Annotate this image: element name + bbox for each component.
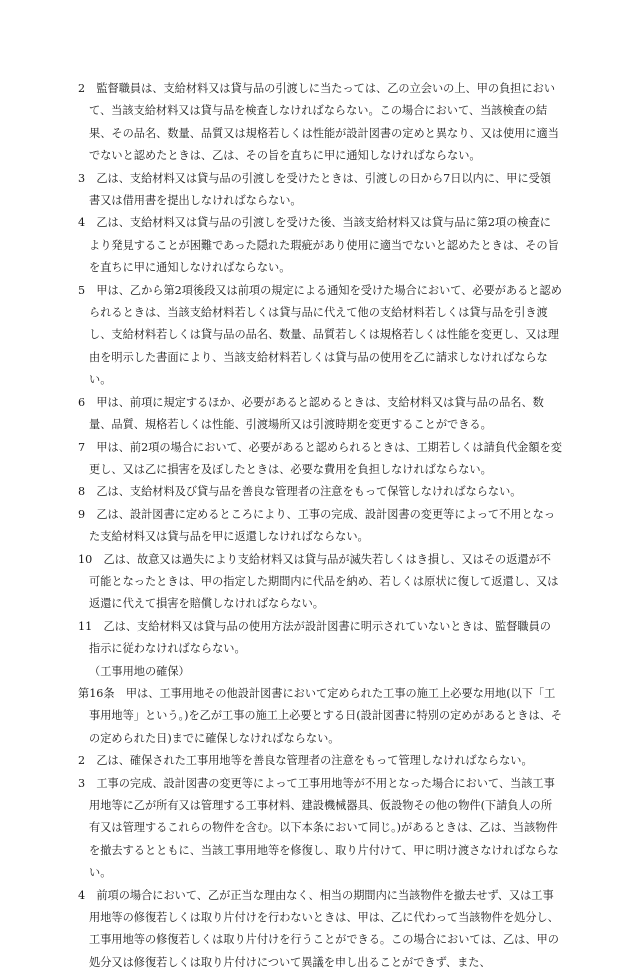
paragraph-number: 9 (78, 507, 86, 521)
paragraph-number: 3 (78, 776, 86, 790)
article-16-paragraph-2 (78, 750, 562, 772)
paragraph-number: 4 (78, 888, 86, 902)
paragraph-text: 工事の完成、設計図書の変更等によって工事用地等が不用となった場合において、当該工事用地等に乙が所有又は管理する工事材料、建設機械器具、仮設物その他の物件(下請負人の所有又は管理するこれらの物件を含む。以下本条において同じ。)があるときは、乙は、当該物件を撤去するとともに、当該工事用地等を修復し、取り片付けて、甲に明け渡さなければならない。 (89, 776, 559, 880)
article-16 (78, 683, 562, 750)
paragraph-2 (78, 78, 562, 168)
paragraph-number: 6 (78, 395, 86, 409)
paragraph-text: 乙は、確保された工事用地等を善良な管理者の注意をもって管理しなければならない。 (96, 754, 533, 768)
paragraph-text: 乙は、設計図書に定めるところにより、工事の完成、設計図書の変更等によって不用となった支給材料又は貸与品を甲に返還しなければならない。 (89, 507, 556, 544)
paragraph-text: 乙は、支給材料又は貸与品の引渡しを受けたときは、引渡しの日から7日以内に、甲に受領書又は借用書を提出しなければならない。 (89, 171, 551, 208)
paragraph-text: 甲は、前2項の場合において、必要があると認められるときは、工期若しくは請負代金額を変更し、又は乙に損害を及ぼしたときは、必要な費用を負担しなければならない。 (89, 440, 562, 476)
paragraph-number: 11 (78, 619, 93, 633)
paragraph-text: 乙は、支給材料又は貸与品の引渡しを受けた後、当該支給材料又は貸与品に第2項の検査により発見することが困難であった隠れた瑕疵があり使用に適当でないと認めたときは、その旨を直ちに甲に通知しなければならない。 (89, 216, 559, 275)
paragraph-8 (78, 481, 562, 503)
paragraph-text: 乙は、支給材料及び貸与品を善良な管理者の注意をもって保管しなければならない。 (96, 485, 522, 499)
section-heading: （工事用地の確保） (89, 664, 190, 678)
paragraph-10 (78, 549, 562, 616)
paragraph-number: 5 (78, 283, 86, 297)
paragraph-text: 甲は、乙から第2項後段又は前項の規定による通知を受けた場合において、必要があると認められるときは、当該支給材料若しくは貸与品に代えて他の支給材料若しくは貸与品を引き渡し、支給材料若しくは貸与品の品名、数量、品質若しくは規格若しくは性能を変更し、又は理由を明示した書面により、当該支給材料若しくは貸与品の使用を乙に請求しなければならない。 (89, 283, 562, 387)
paragraph-text: 監督職員は、支給材料又は貸与品の引渡しに当たっては、乙の立会いの上、甲の負担において、当該支給材料又は貸与品を検査しなければならない。この場合において、当該検査の結果、その品名、数量、品質又は規格若しくは性能が設計図書の定めと異なり、又は使用に適当でないと認めたときは、乙は、その旨を直ちに甲に通知しなければならない。 (89, 82, 559, 163)
article-16-paragraph-3 (78, 773, 562, 885)
paragraph-number: 2 (78, 754, 86, 768)
paragraph-number: 2 (78, 82, 86, 95)
document-page (78, 78, 562, 974)
paragraph-7 (78, 437, 562, 482)
paragraph-4 (78, 212, 562, 279)
paragraph-text: 乙は、支給材料又は貸与品の使用方法が設計図書に明示されていないときは、監督職員の指示に従わなければならない。 (89, 619, 551, 656)
paragraph-text: 乙は、故意又は過失により支給材料又は貸与品が滅失若しくはき損し、又はその返還が不可能となったときは、甲の指定した期間内に代品を納め、若しくは原状に復して返還し、又は返還に代えて損害を賠償しなければならない。 (89, 552, 559, 611)
article-16-paragraph-4 (78, 885, 562, 974)
paragraph-number: 10 (78, 552, 93, 566)
paragraph-9 (78, 504, 562, 549)
paragraph-11 (78, 616, 562, 661)
paragraph-number: 4 (78, 216, 86, 230)
article-text: 甲は、工事用地その他設計図書において定められた工事の施工上必要な用地(以下「工事用地等」という。)を乙が工事の施工上必要とする日(設計図書に特別の定めがあるときは、その定められた日)までに確保しなければならない。 (89, 686, 563, 745)
paragraph-number: 8 (78, 485, 86, 499)
paragraph-5 (78, 280, 562, 392)
paragraph-3 (78, 168, 562, 213)
paragraph-text: 前項の場合において、乙が正当な理由なく、相当の期間内に当該物件を撤去せず、又は工事用地等の修復若しくは取り片付けを行わないときは、甲は、乙に代わって当該物件を処分し、工事用地等の修復若しくは取り片付けを行うことができる。この場合においては、乙は、甲の処分又は修復若しくは取り片付けについて異議を申し出ることができず、また、 (89, 888, 559, 969)
article-number: 第16条 (78, 686, 115, 700)
paragraph-number: 7 (78, 440, 86, 454)
paragraph-text: 甲は、前項に規定するほか、必要があると認めるときは、支給材料又は貸与品の品名、数量、品質、規格若しくは性能、引渡場所又は引渡時期を変更することができる。 (89, 395, 544, 432)
paragraph-number: 3 (78, 171, 86, 185)
paragraph-6 (78, 392, 562, 437)
